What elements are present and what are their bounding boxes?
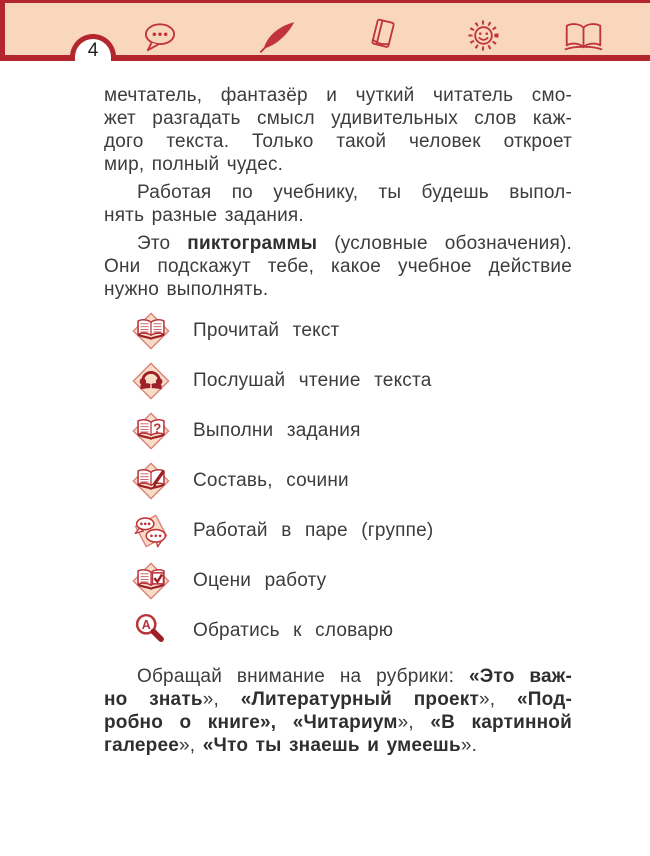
bold-text-segment: «Это важ- <box>468 666 572 687</box>
bold-text-segment: «Под- <box>517 689 572 710</box>
text-line <box>104 232 572 255</box>
read-text-icon <box>128 308 174 354</box>
text-line <box>104 84 572 107</box>
text-line <box>104 278 572 301</box>
closed-book-icon <box>366 17 399 54</box>
pictogram-label: Оцени работу <box>193 570 327 591</box>
rubrics-paragraph <box>104 665 572 757</box>
pair-work-icon <box>128 508 174 554</box>
compose-icon <box>128 458 174 504</box>
text-segment: Они подскажут тебе, какое учебное действие <box>104 256 572 277</box>
bold-text-segment: пиктограммы <box>187 233 318 254</box>
text-segment: мир, полный чудес. <box>104 154 284 175</box>
text-segment: », <box>397 712 431 733</box>
paragraph-3 <box>104 232 572 301</box>
bold-text-segment: «Что ты знаешь и умеешь <box>202 735 461 756</box>
text-segment: Это <box>137 233 188 254</box>
text-segment: мечтатель, фантазёр и чуткий читатель смо- <box>104 85 572 106</box>
text-line <box>104 107 572 130</box>
text-column <box>0 61 650 757</box>
bold-text-segment: галерее <box>104 735 180 756</box>
page-number: 4 <box>87 40 99 61</box>
speech-bubble-icon <box>141 22 179 54</box>
pictogram-row <box>128 356 572 406</box>
bold-text-segment: робно о книге», «Читариум <box>104 712 398 733</box>
closing-paragraph <box>104 665 572 757</box>
dictionary-lookup-icon <box>128 608 174 654</box>
pictogram-label: Обратись к словарю <box>193 620 394 641</box>
pictogram-list <box>104 306 572 656</box>
pictogram-label: Выполни задания <box>193 420 361 441</box>
page-body <box>0 61 650 762</box>
intro-paragraphs <box>104 84 572 301</box>
text-line <box>104 255 572 278</box>
text-line <box>104 153 572 176</box>
page-header <box>0 0 650 61</box>
bold-text-segment: «В картинной <box>430 712 572 733</box>
text-line <box>104 204 572 227</box>
evaluate-work-icon <box>128 558 174 604</box>
text-segment: », <box>479 689 518 710</box>
text-line <box>104 734 572 757</box>
text-line <box>104 665 572 688</box>
pictogram-row <box>128 556 572 606</box>
text-segment: жет разгадать смысл удивительных слов каж- <box>104 108 572 129</box>
text-line <box>104 130 572 153</box>
text-segment: нять разные задания. <box>104 205 304 226</box>
pictogram-label: Составь, сочини <box>193 470 349 491</box>
text-segment: Работая по учебнику, ты будешь выпол- <box>137 182 572 203</box>
text-line <box>104 688 572 711</box>
paragraph-1 <box>104 84 572 176</box>
open-book-icon <box>563 20 604 54</box>
left-border <box>0 0 5 56</box>
text-segment: », <box>202 689 241 710</box>
sun-icon <box>465 17 502 54</box>
pictogram-row <box>128 506 572 556</box>
pictogram-label: Послушай чтение текста <box>193 370 432 391</box>
text-segment: ». <box>460 735 478 756</box>
bold-text-segment: но знать <box>104 689 203 710</box>
feather-icon <box>259 20 296 54</box>
svg-text:A: A <box>141 618 151 633</box>
text-segment: », <box>179 735 203 756</box>
text-line <box>104 181 572 204</box>
pictogram-row <box>128 406 572 456</box>
listen-reading-icon <box>128 358 174 404</box>
pictogram-row <box>128 306 572 356</box>
paragraph-2 <box>104 181 572 227</box>
text-line <box>104 711 572 734</box>
text-segment: Обращай внимание на рубрики: <box>137 666 469 687</box>
text-segment: нужно выполнять. <box>104 279 269 300</box>
pictogram-label: Прочитай текст <box>193 320 340 341</box>
pictogram-label: Работай в паре (группе) <box>193 520 434 541</box>
bold-text-segment: «Литературный проект <box>240 689 480 710</box>
pictogram-row <box>128 606 572 656</box>
top-border <box>0 0 650 3</box>
pictogram-row <box>128 456 572 506</box>
svg-text:?: ? <box>153 420 162 436</box>
text-segment: (условные обозначения). <box>317 233 572 254</box>
do-tasks-icon <box>128 408 174 454</box>
text-segment: дого текста. Только такой человек откроет <box>104 131 572 152</box>
